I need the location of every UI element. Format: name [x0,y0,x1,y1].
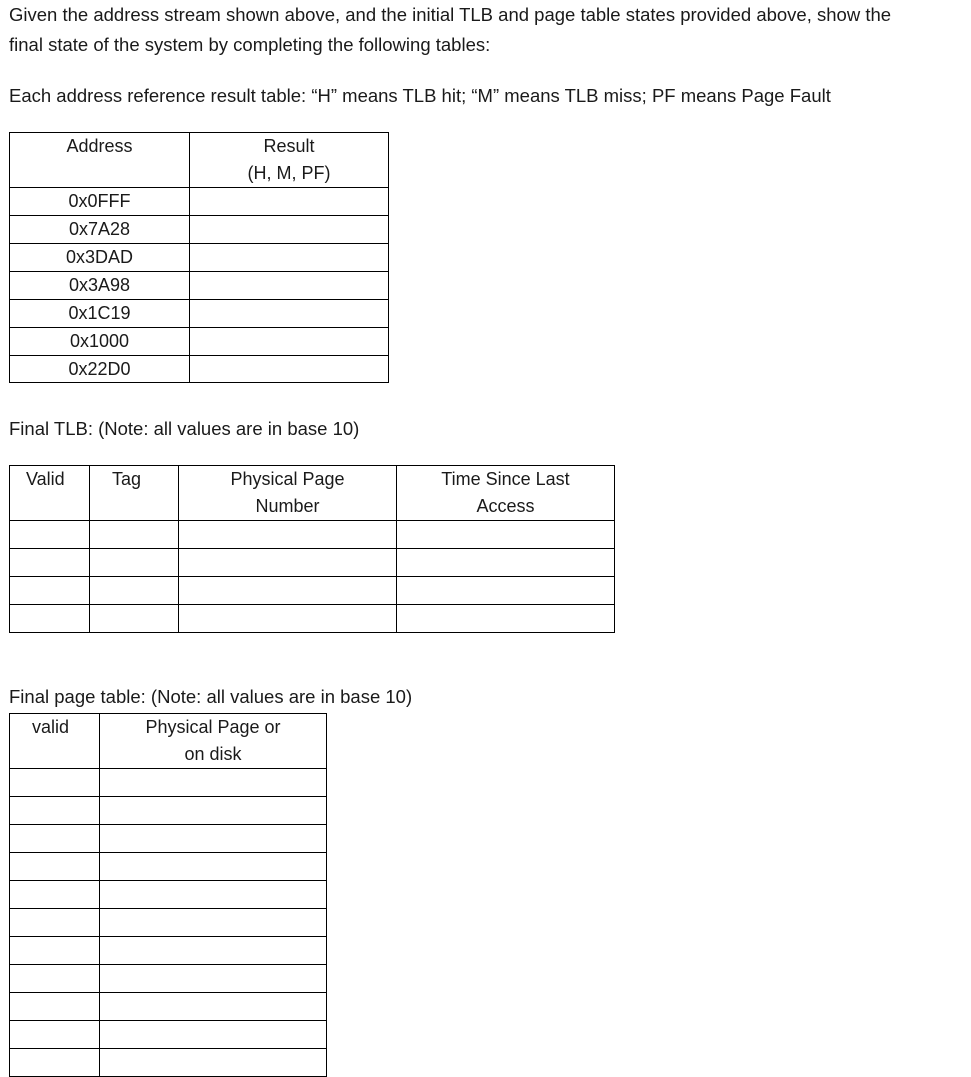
tlb-time-cell[interactable] [397,549,615,577]
page-pp-cell[interactable] [100,909,327,937]
tlb-ppn-header [179,466,397,521]
table-row [10,993,327,1021]
tlb-tag-cell[interactable] [90,521,179,549]
page-table-pp-header-line-2: on disk [184,744,242,764]
table-row [10,1049,327,1077]
tlb-header-row [10,466,615,521]
tlb-time-header [397,466,615,521]
tlb-ppn-cell[interactable] [179,577,397,605]
tlb-tag-cell[interactable] [90,549,179,577]
result-header-line-2: (H, M, PF) [247,163,331,183]
table-row [10,881,327,909]
address-cell: 0x1000 [10,328,190,356]
address-result-table [9,132,389,383]
page-pp-cell[interactable] [100,1049,327,1077]
table-row [10,356,389,383]
page-pp-cell[interactable] [100,825,327,853]
tlb-valid-header: Valid [10,466,90,521]
address-cell: 0x3A98 [10,272,190,300]
tlb-caption: Final TLB: (Note: all values are in base 10) [9,418,360,439]
tlb-valid-cell[interactable] [10,549,90,577]
page-pp-cell[interactable] [100,937,327,965]
address-column-header [10,133,190,188]
table-row [10,909,327,937]
tlb-time-cell[interactable] [397,577,615,605]
page-valid-cell[interactable] [10,909,100,937]
page-table-pp-header-line-1: Physical Page or [145,717,281,737]
table-row [10,300,389,328]
page-pp-cell[interactable] [100,853,327,881]
table-row [10,825,327,853]
table-row [10,577,615,605]
tlb-time-header-line-1: Time Since Last [441,469,570,489]
tlb-valid-cell[interactable] [10,577,90,605]
result-cell[interactable] [190,328,389,356]
tlb-ppn-cell[interactable] [179,521,397,549]
final-page-table [9,713,327,1077]
table-row [10,937,327,965]
page-pp-cell[interactable] [100,993,327,1021]
result-cell[interactable] [190,216,389,244]
page-table-valid-header: valid [10,714,100,769]
address-header-label: Address [66,136,133,156]
page-valid-cell[interactable] [10,937,100,965]
address-cell: 0x1C19 [10,300,190,328]
page-valid-cell[interactable] [10,993,100,1021]
address-table-header [10,133,389,188]
page-pp-cell[interactable] [100,1021,327,1049]
table-row [10,188,389,216]
tlb-ppn-cell[interactable] [179,605,397,633]
result-header-line-1: Result [263,136,315,156]
table-row [10,244,389,272]
table-row [10,605,615,633]
page-table-header-row [10,714,327,769]
result-cell[interactable] [190,188,389,216]
page-valid-cell[interactable] [10,769,100,797]
page-valid-cell[interactable] [10,1049,100,1077]
tlb-time-cell[interactable] [397,521,615,549]
tlb-tag-cell[interactable] [90,605,179,633]
address-cell: 0x3DAD [10,244,190,272]
result-column-header [190,133,389,188]
tlb-valid-cell[interactable] [10,605,90,633]
table-row [10,521,615,549]
page-valid-cell[interactable] [10,825,100,853]
result-cell[interactable] [190,272,389,300]
table-row [10,769,327,797]
tlb-ppn-cell[interactable] [179,549,397,577]
page-valid-cell[interactable] [10,853,100,881]
tlb-ppn-header-line-2: Number [255,496,320,516]
tlb-tag-cell[interactable] [90,577,179,605]
page-pp-cell[interactable] [100,881,327,909]
page-valid-cell[interactable] [10,881,100,909]
page-pp-cell[interactable] [100,797,327,825]
table-row [10,272,389,300]
address-cell: 0x22D0 [10,356,190,383]
result-cell[interactable] [190,300,389,328]
final-tlb-table [9,465,615,633]
table-row [10,1021,327,1049]
page-table-pp-header [100,714,327,769]
page-valid-cell[interactable] [10,1021,100,1049]
tlb-time-header-line-2: Access [476,496,535,516]
tlb-valid-cell[interactable] [10,521,90,549]
page-valid-cell[interactable] [10,965,100,993]
tlb-tag-header: Tag [90,466,179,521]
page-table-caption: Final page table: (Note: all values are in base 10) [9,686,413,707]
result-cell[interactable] [190,244,389,272]
instructions-line-2: final state of the system by completing the following tables: [9,34,491,55]
page-valid-cell[interactable] [10,797,100,825]
table-row [10,965,327,993]
tlb-time-cell[interactable] [397,605,615,633]
page-pp-cell[interactable] [100,769,327,797]
result-legend: Each address reference result table: “H” means TLB hit; “M” means TLB miss; PF means Page Fault [9,85,831,106]
address-cell: 0x0FFF [10,188,190,216]
instructions-line-1: Given the address stream shown above, and the initial TLB and page table states provided above, show the [9,4,892,25]
result-cell[interactable] [190,356,389,383]
address-cell: 0x7A28 [10,216,190,244]
tlb-ppn-header-line-1: Physical Page [230,469,345,489]
table-row [10,853,327,881]
table-row [10,216,389,244]
page-pp-cell[interactable] [100,965,327,993]
table-row [10,797,327,825]
table-row [10,549,615,577]
table-row [10,328,389,356]
